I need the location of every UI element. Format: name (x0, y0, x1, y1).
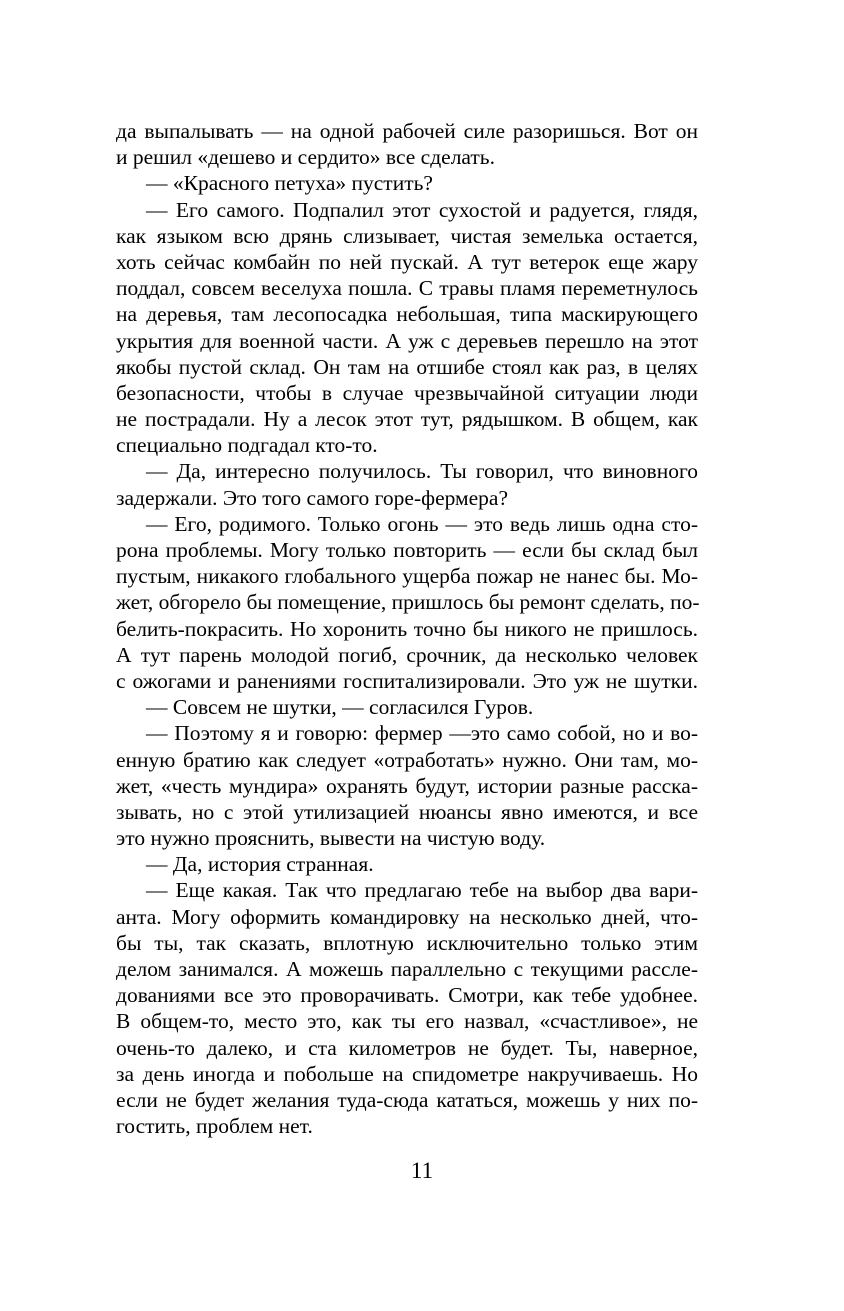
text-line: специально подгадал кто-то. (116, 433, 378, 458)
page-number: 11 (410, 1158, 434, 1183)
text-line: если не будет желания туда-сюда кататься, можешь у них по- (116, 1087, 698, 1112)
text-line: да выпалывать — на одной рабочей силе разоришься. Вот он (116, 119, 698, 143)
text-line: — Его самого. Подпалил этот сухостой и радуется, глядя, (146, 197, 698, 222)
text-line: за день иногда и побольше на спидометре накручиваешь. Но (116, 1061, 698, 1086)
text-line: В общем-то, место это, как ты его назвал, «счастливое», не (116, 1009, 698, 1034)
text-line: дованиями все это проворачивать. Смотри, как тебе удобнее. (116, 983, 698, 1008)
text-line: хоть сейчас комбайн по ней пускай. А тут ветерок еще жару (116, 249, 698, 274)
text-line: — Да, история странная. (146, 852, 374, 877)
text-line: на деревья, там лесопосадка небольшая, типа маскирующего (116, 302, 698, 327)
text-line: — Его, родимого. Только огонь — это ведь лишь одна сто- (146, 511, 698, 536)
text-line: рона проблемы. Могу только повторить — если бы склад был (116, 538, 698, 562)
text-line: с ожогами и ранениями госпитализировали. Это уж не шутки. (116, 668, 698, 693)
text-line: это нужно прояснить, вывести на чистую воду. (116, 826, 546, 851)
text-line: пустым, никакого глобального ущерба пожар не нанес бы. Мо- (116, 564, 698, 589)
text-line: задержали. Это того самого горе-фермера? (116, 485, 509, 510)
text-line: А тут парень молодой погиб, срочник, да несколько человек (116, 642, 698, 667)
text-line: укрытия для военной части. А уж с деревьев перешло на этот (116, 328, 698, 353)
text-line: делом занимался. А можешь параллельно с текущими рассле- (116, 957, 698, 981)
text-line: очень-то далеко, и ста километров не будет. Ты, наверное, (116, 1035, 698, 1060)
text-line: — Еще какая. Так что предлагаю тебе на выбор два вари- (146, 878, 698, 903)
page-body-text (116, 118, 698, 1139)
text-line: не пострадали. Ну а лесок этот тут, рядышком. В общем, как (116, 407, 698, 432)
text-line: жет, «честь мундира» охранять будут, истории разные расска- (116, 773, 698, 798)
text-line: якобы пустой склад. Он там на отшибе стоял как раз, в целях (116, 354, 698, 379)
text-line: — Совсем не шутки, — согласился Гуров. (146, 695, 534, 720)
text-line: — Поэтому я и говорю: фермер —это само собой, но и во- (146, 721, 698, 746)
text-line: зывать, но с этой утилизацией нюансы явно имеются, и все (116, 799, 698, 824)
text-line: — «Красного петуха» пустить? (146, 171, 433, 196)
text-line: енную братию как следует «отработать» нужно. Они там, мо- (116, 747, 698, 772)
text-line: и решил «дешево и сердито» все сделать. (116, 145, 495, 170)
text-line: анта. Могу оформить командировку на несколько дней, что- (116, 904, 698, 929)
text-line: как языком всю дрянь слизывает, чистая земелька остается, (116, 223, 698, 248)
text-line: — Да, интересно получилось. Ты говорил, что виновного (146, 459, 698, 484)
text-line: безопасности, чтобы в случае чрезвычайной ситуации люди (116, 380, 698, 405)
text-line: поддал, совсем веселуха пошла. С травы пламя переметнулось (116, 276, 698, 301)
text-line: гостить, проблем нет. (116, 1114, 313, 1139)
text-line: белить-покрасить. Но хоронить точно бы никого не пришлось. (116, 616, 698, 641)
text-line: жет, обгорело бы помещение, пришлось бы ремонт сделать, по- (116, 590, 700, 615)
text-line: бы ты, так сказать, вплотную исключительно только этим (116, 930, 698, 955)
